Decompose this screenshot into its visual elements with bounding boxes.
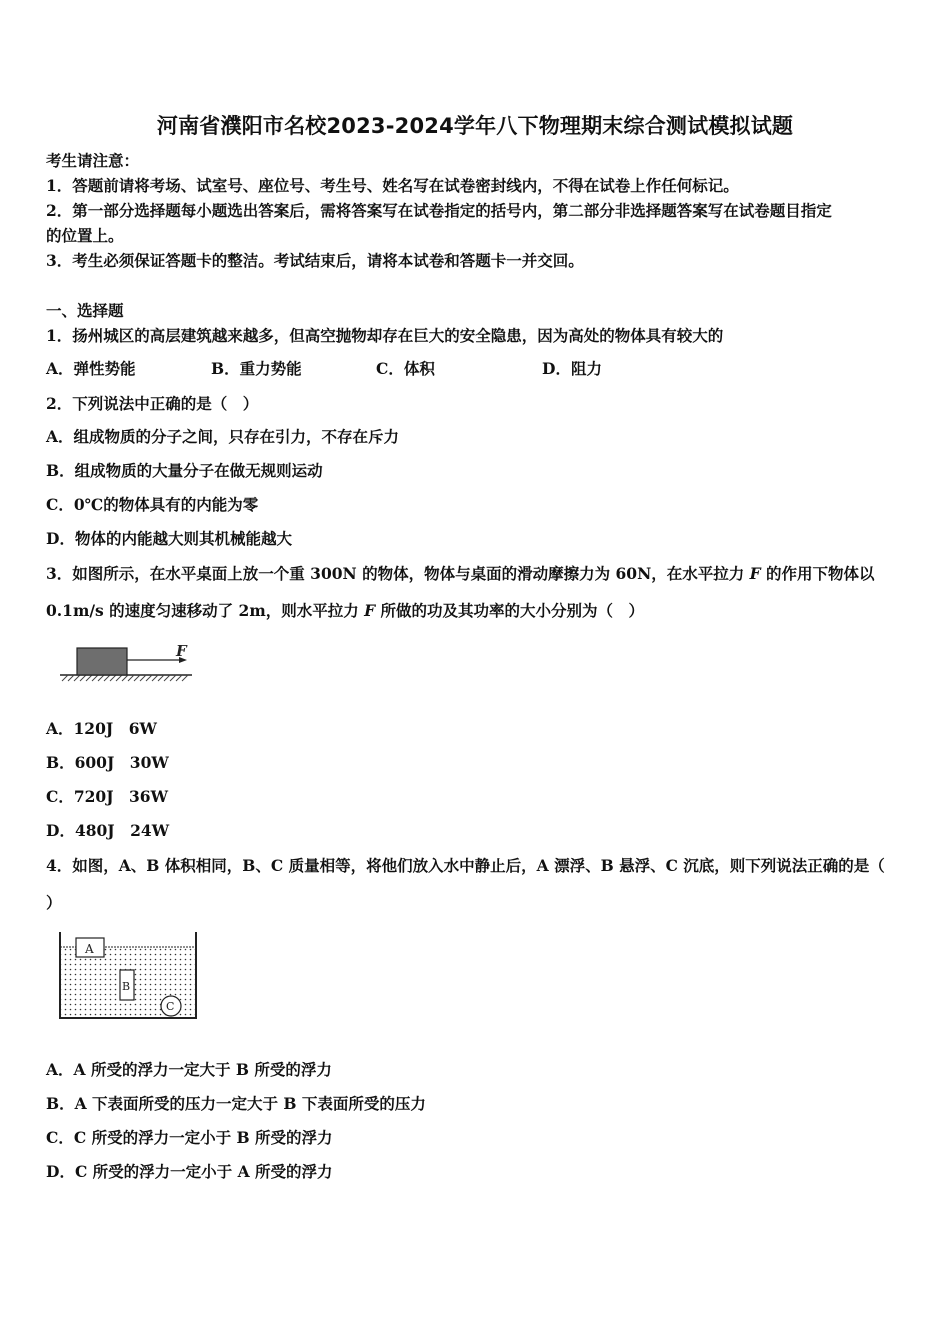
question-3-option-c: C．720J 36W — [46, 787, 169, 806]
block — [77, 648, 127, 675]
question-2-stem: 2．下列说法中正确的是（ ） — [46, 394, 259, 413]
variable-f: F — [749, 564, 761, 583]
question-3-stem-line1: 3．如图所示，在水平桌面上放一个重 300N 的物体，物体与桌面的滑动摩擦力为 60N，在水平拉力 F 的作用下物体以 — [46, 564, 875, 583]
hatching — [62, 675, 188, 681]
question-4-option-c: C．C 所受的浮力一定小于 B 所受的浮力 — [46, 1128, 333, 1147]
block-b-label: B — [122, 980, 131, 993]
question-3-figure — [56, 640, 196, 686]
option-d: D．阻力 — [542, 359, 602, 378]
force-label: F — [176, 642, 187, 660]
question-4-figure — [54, 928, 202, 1024]
section-heading: 一、选择题 — [46, 301, 124, 320]
question-4-option-b: B．A 下表面所受的压力一定大于 B 下表面所受的压力 — [46, 1094, 426, 1113]
question-3-option-a: A．120J 6W — [46, 719, 157, 738]
question-3-option-d: D．480J 24W — [46, 821, 170, 840]
ball-c-label: C — [166, 1000, 175, 1013]
question-2-option-d: D．物体的内能越大则其机械能越大 — [46, 529, 292, 548]
question-2-option-c: C．0℃的物体具有的内能为零 — [46, 495, 259, 514]
page-title: 河南省濮阳市名校2023-2024学年八下物理期末综合测试模拟试题 — [156, 114, 794, 138]
question-4-option-a: A．A 所受的浮力一定大于 B 所受的浮力 — [46, 1060, 332, 1079]
notice-item: 2．第一部分选择题每小题选出答案后，需将答案写在试卷指定的括号内，第二部分非选择题答案写在试卷题目指定 — [46, 201, 832, 220]
block-a-label: A — [85, 942, 94, 956]
question-4-stem-line1: 4．如图，A、B 体积相同，B、C 质量相等，将他们放入水中静止后，A 漂浮、B 悬浮、C 沉底，则下列说法正确的是（ — [46, 856, 885, 875]
notice-item: 1．答题前请将考场、试室号、座位号、考生号、姓名写在试卷密封线内，不得在试卷上作任何标记。 — [46, 176, 739, 195]
notice-heading: 考生请注意： — [46, 151, 140, 170]
option-c: C．体积 — [376, 359, 435, 378]
variable-f: F — [364, 601, 376, 620]
question-1-options — [46, 359, 746, 379]
option-a: A．弹性势能 — [46, 359, 136, 378]
question-2-option-a: A．组成物质的分子之间，只存在引力，不存在斥力 — [46, 427, 400, 446]
question-3-option-b: B．600J 30W — [46, 753, 169, 772]
question-3-stem-line2: 0.1m/s 的速度匀速移动了 2m，则水平拉力 F 所做的功及其功率的大小分别为（ ） — [46, 601, 645, 620]
question-1-stem: 1．扬州城区的高层建筑越来越多，但高空抛物却存在巨大的安全隐患，因为高处的物体具有较大的 — [46, 326, 724, 345]
option-b: B．重力势能 — [211, 359, 302, 378]
notice-item: 的位置上。 — [46, 226, 124, 245]
notice-item: 3．考生必须保证答题卡的整洁。考试结束后，请将本试卷和答题卡一并交回。 — [46, 251, 584, 270]
question-4-option-d: D．C 所受的浮力一定小于 A 所受的浮力 — [46, 1162, 333, 1181]
question-4-stem-line2: ） — [46, 893, 62, 912]
question-2-option-b: B．组成物质的大量分子在做无规则运动 — [46, 461, 323, 480]
